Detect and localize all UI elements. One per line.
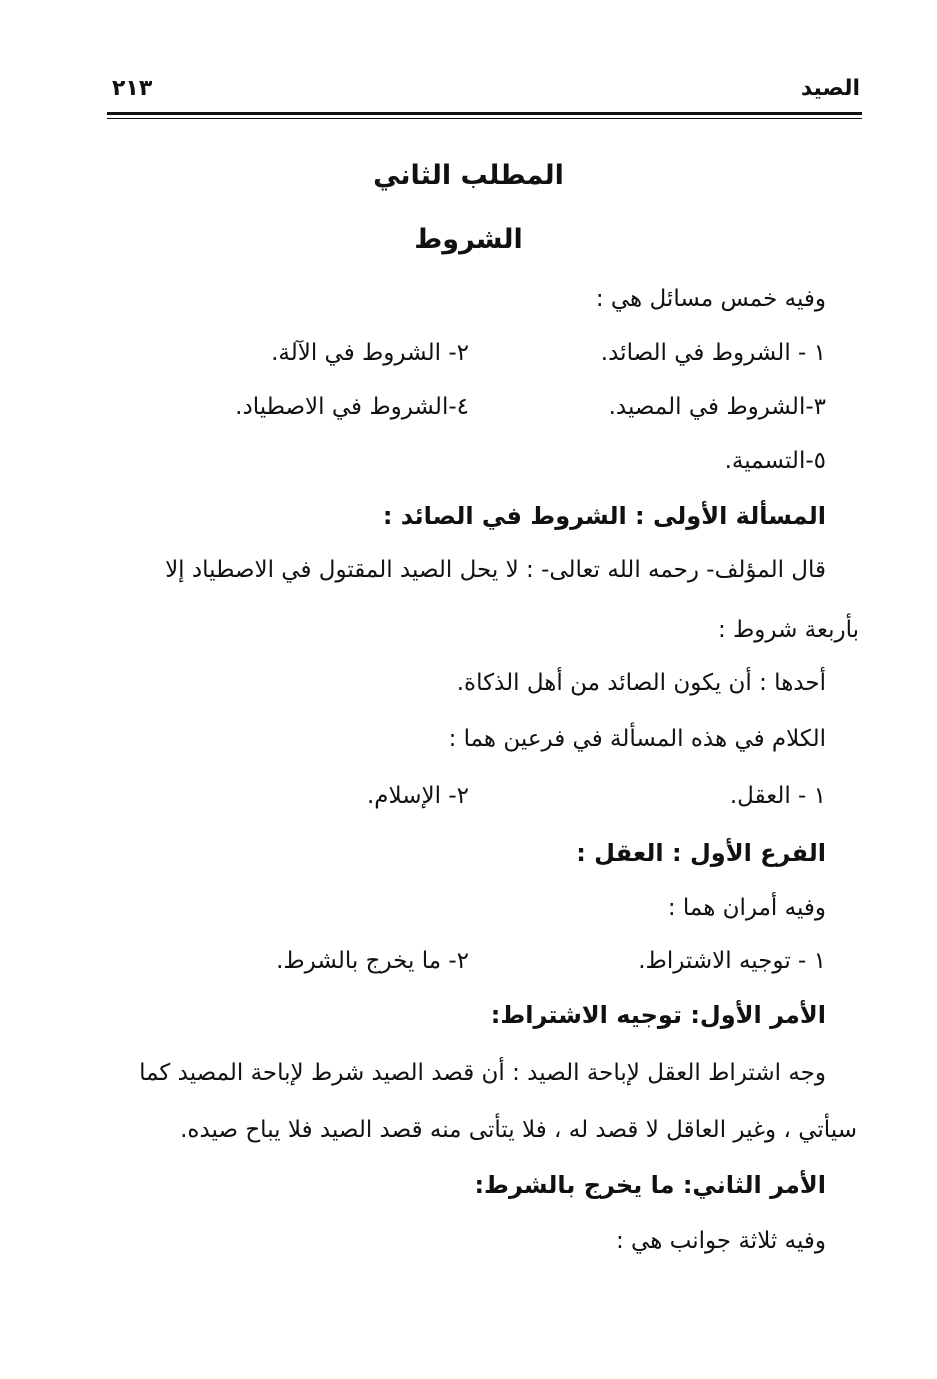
list1-item-1: ١ - الشروط في الصائد. bbox=[600, 340, 826, 366]
list1-item-3: ٣-الشروط في المصيد. bbox=[608, 394, 826, 420]
running-header-chapter: الصيد bbox=[800, 76, 860, 101]
list3-item-1: ١ - توجيه الاشتراط. bbox=[638, 948, 826, 974]
list2-item-2: ٢- الإسلام. bbox=[366, 783, 469, 809]
list1-item-4: ٤-الشروط في الاصطياد. bbox=[235, 394, 469, 420]
paragraph-line-2: سيأتي ، وغير العاقل لا قصد له ، فلا يتأتى منه قصد الصيد فلا يباح صيده. bbox=[180, 1117, 857, 1143]
discussion-text: الكلام في هذه المسألة في فرعين هما : bbox=[448, 726, 826, 752]
heading-matter-1: الأمر الأول: توجيه الاشتراط: bbox=[490, 1001, 826, 1029]
heading-branch-1: الفرع الأول : العقل : bbox=[576, 839, 826, 867]
heading-matter-2: الأمر الثاني: ما يخرج بالشرط: bbox=[474, 1171, 826, 1199]
section-title: المطلب الثاني bbox=[373, 160, 564, 191]
heading-issue-1: المسألة الأولى : الشروط في الصائد : bbox=[382, 502, 826, 530]
list3-item-2: ٢- ما يخرج بالشرط. bbox=[276, 948, 469, 974]
quote-line-2: بأربعة شروط : bbox=[717, 617, 859, 643]
page-number: ٢١٣ bbox=[112, 76, 153, 101]
header-rule-thick bbox=[107, 112, 862, 115]
first-condition: أحدها : أن يكون الصائد من أهل الذكاة. bbox=[456, 670, 826, 696]
intro-text: وفيه خمس مسائل هي : bbox=[595, 286, 826, 312]
intro3-text: وفيه ثلاثة جوانب هي : bbox=[616, 1228, 826, 1254]
list1-item-5: ٥-التسمية. bbox=[724, 448, 826, 474]
list1-item-2: ٢- الشروط في الآلة. bbox=[271, 340, 469, 366]
header-rule-thin bbox=[107, 118, 862, 119]
section-subtitle: الشروط bbox=[414, 224, 523, 255]
quote-line-1: قال المؤلف- رحمه الله تعالى- : لا يحل الصيد المقتول في الاصطياد إلا bbox=[165, 557, 826, 583]
list2-item-1: ١ - العقل. bbox=[729, 783, 826, 809]
intro2-text: وفيه أمران هما : bbox=[667, 895, 826, 921]
paragraph-line-1: وجه اشتراط العقل لإباحة الصيد : أن قصد الصيد شرط لإباحة المصيد كما bbox=[139, 1060, 826, 1086]
